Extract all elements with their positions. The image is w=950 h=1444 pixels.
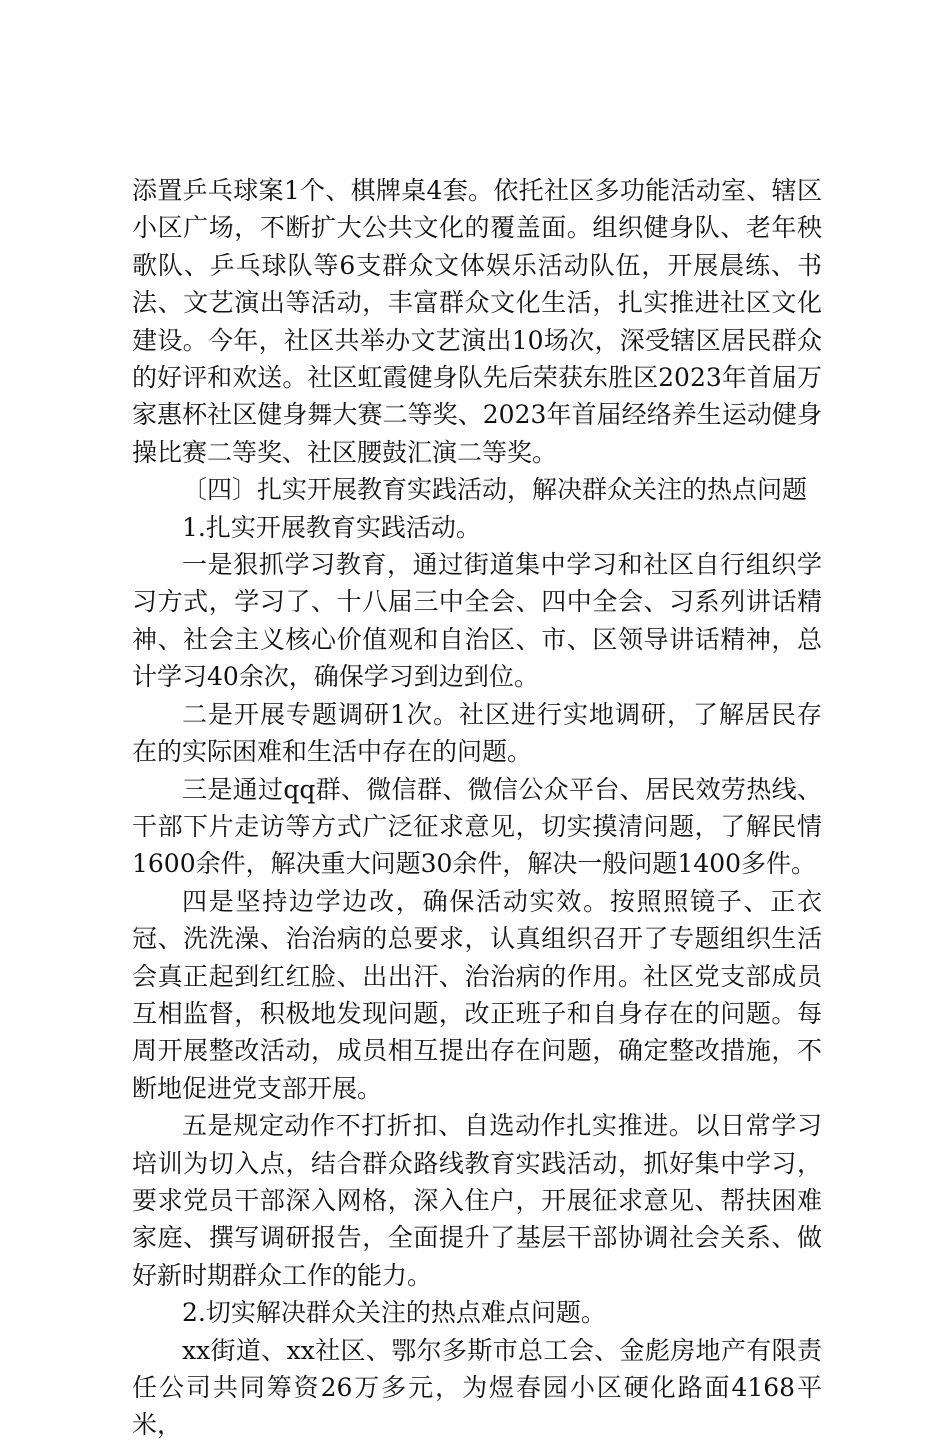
- paragraph-item-one: 一是狠抓学习教育，通过街道集中学习和社区自行组织学习方式，学习了、十八届三中全会、四中全会、习系列讲话精神、社会主义核心价值观和自治区、市、区领导讲话精神，总计学习40余次，确保学习到边到位。: [132, 550, 822, 692]
- section-heading-education-practice: 〔四〕扎实开展教育实践活动，解决群众关注的热点问题: [182, 475, 808, 505]
- paragraph-item-five: 五是规定动作不打折扣、自选动作扎实推进。以日常学习培训为切入点，结合群众路线教育实践活动，抓好集中学习，要求党员干部深入网格，深入住户，开展征求意见、帮扶困难家庭、撰写调研报告，全面提升了基层干部协调社会关系、做好新时期群众工作的能力。: [132, 1111, 822, 1290]
- paragraph-road-hardening: xx街道、xx社区、鄂尔多斯市总工会、金彪房地产有限责任公司共同筹资26万多元，为煜春园小区硬化路面4168平米，: [132, 1335, 822, 1440]
- paragraph-item-three: 三是通过qq群、微信群、微信公众平台、居民效劳热线、干部下片走访等方式广泛征求意见，切实摸清问题，了解民情1600余件，解决重大问题30余件，解决一般问题1400多件。: [132, 774, 822, 879]
- document-page: [132, 172, 822, 1444]
- paragraph-item-two: 二是开展专题调研1次。社区进行实地调研，了解居民存在的实际困难和生活中存在的问题。: [132, 699, 822, 767]
- paragraph-item-four: 四是坚持边学边改，确保活动实效。按照照镜子、正衣冠、洗洗澡、治治病的总要求，认真组织召开了专题组织生活会真正起到红红脸、出出汗、治治病的作用。社区党支部成员互相监督，积极地发现问题，改正班子和自身存在的问题。每周开展整改活动，成员相互提出存在问题，确定整改措施，不断地促进党支部开展。: [132, 886, 822, 1103]
- subheading-hot-issues: 2.切实解决群众关注的热点难点问题。: [182, 1298, 606, 1328]
- paragraph-cultural-activities: 添置乒乓球案1个、棋牌桌4套。依托社区多功能活动室、辖区小区广场，不断扩大公共文化的覆盖面。组织健身队、老年秧歌队、乒乓球队等6支群众文体娱乐活动队伍，开展晨练、书法、文艺演出等活动，丰富群众文化生活，扎实推进社区文化建设。今年，社区共举办文艺演出10场次，深受辖区居民群众的好评和欢送。社区虹霞健身队先后荣获东胜区2023年首届万家惠杯社区健身舞大赛二等奖、2023年首届经络养生运动健身操比赛二等奖、社区腰鼓汇演二等奖。: [132, 176, 822, 467]
- subheading-education-practice: 1.扎实开展教育实践活动。: [182, 512, 481, 542]
